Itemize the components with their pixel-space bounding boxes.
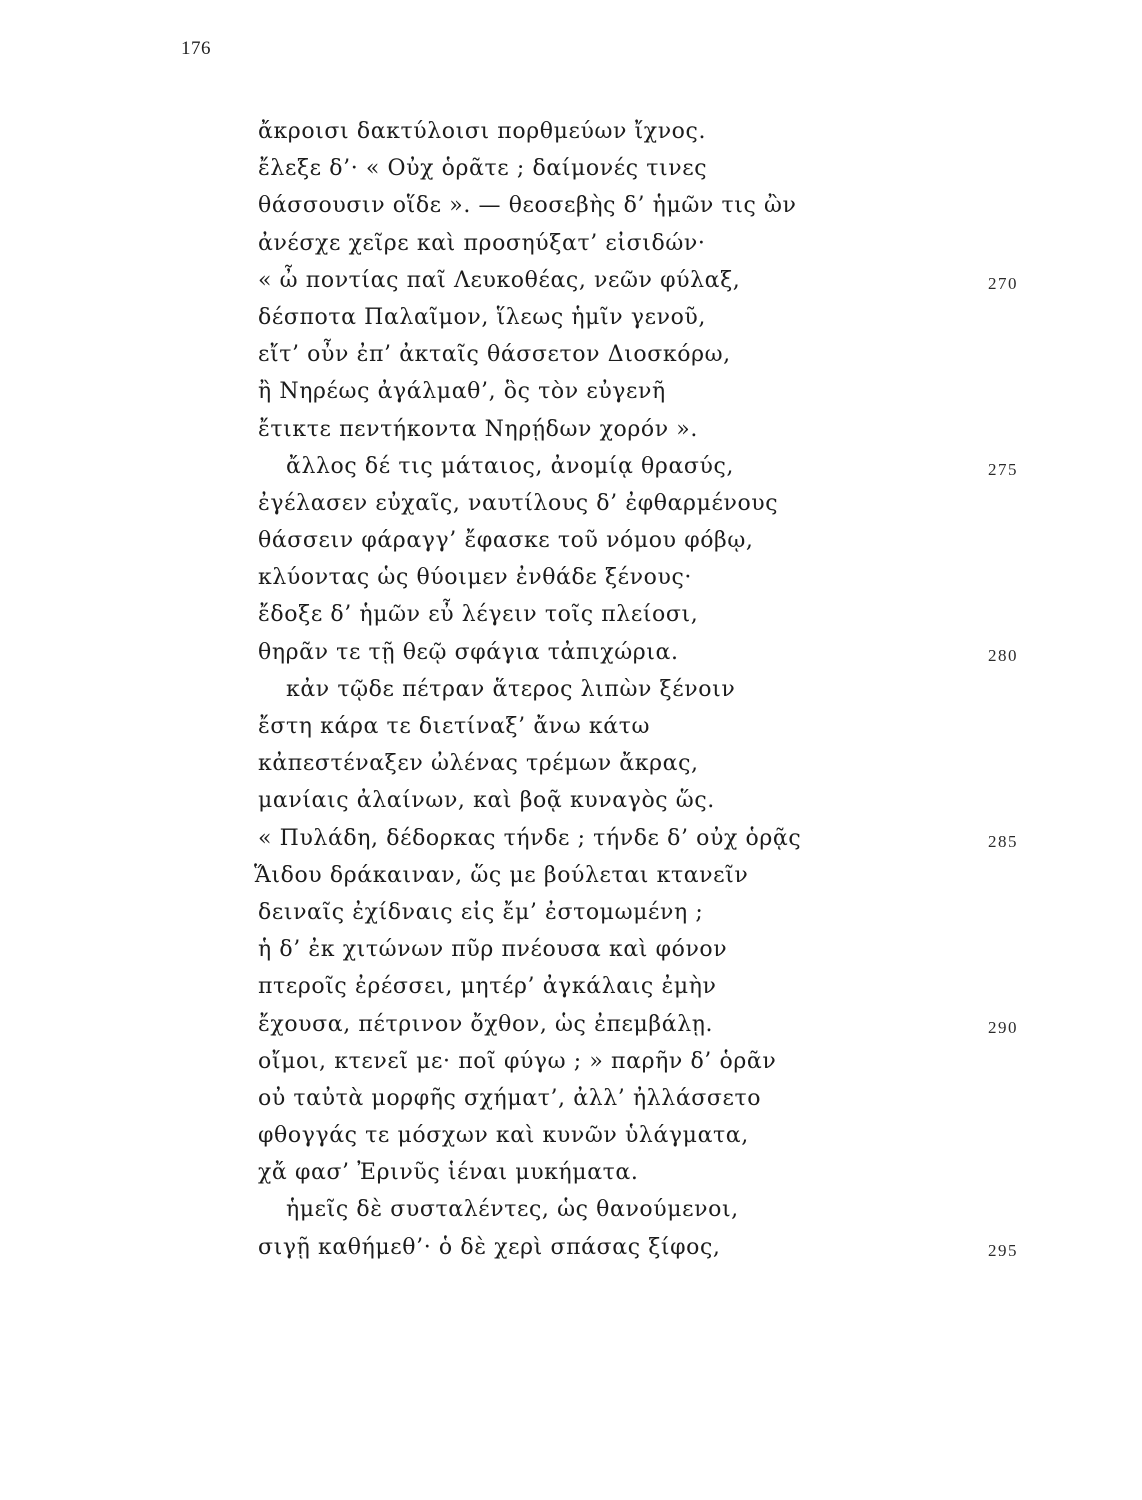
verse-line — [0, 1154, 1142, 1191]
verse-text: κλύοντας ὡς θύοιμεν ἐνθάδε ξένους· — [258, 565, 692, 591]
verse-text: ἔχουσα, πέτρινον ὄχθον, ὡς ἐπεμβάλῃ. — [258, 1011, 714, 1037]
verse-text: χἄ φασ’ Ἐρινῦς ἱέναι μυκήματα. — [258, 1160, 639, 1186]
verse-text: ἔτικτε πεντήκοντα Νηρῄδων χορόν ». — [258, 416, 698, 442]
verse-line — [0, 336, 1142, 373]
verse-line — [0, 1117, 1142, 1154]
verse-text: σιγῇ καθήμεθ’· ὁ δὲ χερὶ σπάσας ξίφος, — [258, 1234, 721, 1260]
verse-text: ἀνέσχε χεῖρε καὶ προσηύξατ’ εἰσιδών· — [258, 230, 706, 256]
line-number: 270 — [988, 273, 1018, 293]
verse-line — [0, 559, 1142, 596]
verse-line — [0, 150, 1142, 187]
verse-line — [0, 1006, 1142, 1043]
verse-text: ἡ δ’ ἐκ χιτώνων πῦρ πνέουσα καὶ φόνον — [258, 937, 728, 963]
verse-text: Ἅιδου δράκαιναν, ὥς με βούλεται κτανεῖν — [254, 862, 749, 888]
verse-line — [0, 1043, 1142, 1080]
line-number: 275 — [988, 459, 1018, 479]
verse-text: θάσσουσιν οἵδε ». — θεοσεβὴς δ’ ἡμῶν τις ὢν — [258, 193, 797, 219]
verse-line — [0, 671, 1142, 708]
verse-text: πτεροῖς ἐρέσσει, μητέρ’ ἀγκάλαις ἐμὴν — [258, 974, 717, 1000]
verse-line — [0, 1080, 1142, 1117]
verse-line — [0, 894, 1142, 931]
verse-text: « ὦ ποντίας παῖ Λευκοθέας, νεῶν φύλαξ, — [258, 267, 741, 293]
verse-line — [0, 373, 1142, 410]
verse-line — [0, 113, 1142, 150]
verse-text: κἀν τῷδε πέτραν ἅτερος λιπὼν ξένοιν — [286, 676, 736, 702]
verse-text: οἴμοι, κτενεῖ με· ποῖ φύγω ; » παρῆν δ’ ὁρᾶν — [258, 1048, 777, 1074]
page-number: 176 — [181, 38, 211, 59]
verse-text: μανίαις ἀλαίνων, καὶ βοᾷ κυναγὸς ὥς. — [258, 788, 715, 814]
verse-line — [0, 1229, 1142, 1266]
verse-line — [0, 596, 1142, 633]
verse-line — [0, 931, 1142, 968]
line-number: 285 — [988, 831, 1018, 851]
verse-line — [0, 225, 1142, 262]
verse-text: ἄκροισι δακτύλοισι πορθμεύων ἴχνος. — [258, 119, 707, 144]
verse-line — [0, 411, 1142, 448]
verse-line — [0, 262, 1142, 299]
verse-text: ἡμεῖς δὲ συσταλέντες, ὡς θανούμενοι, — [286, 1197, 739, 1223]
verse-text: ἔδοξε δ’ ἡμῶν εὖ λέγειν τοῖς πλείοσι, — [258, 602, 699, 628]
verse-text: ἄλλος δέ τις μάταιος, ἀνομίᾳ θρασύς, — [286, 453, 735, 479]
verse-line — [0, 968, 1142, 1005]
verse-line — [0, 1191, 1142, 1228]
verse-line — [0, 708, 1142, 745]
verse-text: ἢ Νηρέως ἀγάλμαθ’, ὃς τὸν εὐγενῆ — [258, 379, 666, 405]
line-number: 290 — [988, 1017, 1018, 1037]
verse-line — [0, 299, 1142, 336]
verse-text: « Πυλάδη, δέδορκας τήνδε ; τήνδε δ’ οὐχ ὁρᾷς — [258, 825, 802, 851]
verse-text: κἀπεστέναξεν ὠλένας τρέμων ἄκρας, — [258, 751, 699, 777]
verse-text: ἔστη κάρα τε διετίναξ’ ἄνω κάτω — [258, 714, 650, 739]
verse-line — [0, 857, 1142, 894]
verse-line — [0, 634, 1142, 671]
verse-line — [0, 187, 1142, 224]
verse-text: οὐ ταὐτὰ μορφῆς σχήματ’, ἀλλ’ ἠλλάσσετο — [258, 1085, 762, 1111]
verse-text: εἴτ’ οὖν ἐπ’ ἀκταῖς θάσσετον Διοσκόρω, — [258, 342, 731, 368]
verse-text: ἐγέλασεν εὐχαῖς, ναυτίλους δ’ ἐφθαρμένους — [258, 490, 779, 516]
verse-text: φθογγάς τε μόσχων καὶ κυνῶν ὑλάγματα, — [258, 1123, 749, 1149]
verse-line — [0, 485, 1142, 522]
verse-text: θηρᾶν τε τῇ θεῷ σφάγια τἀπιχώρια. — [258, 639, 679, 665]
verse-line — [0, 745, 1142, 782]
line-number: 295 — [988, 1240, 1018, 1260]
line-number: 280 — [988, 645, 1018, 665]
verse-line — [0, 448, 1142, 485]
verse-line — [0, 522, 1142, 559]
verse-line — [0, 820, 1142, 857]
verse-line — [0, 782, 1142, 819]
verse-text: θάσσειν φάραγγ’ ἔφασκε τοῦ νόμου φόβῳ, — [258, 528, 754, 554]
verse-text: δέσποτα Παλαῖμον, ἵλεως ἡμῖν γενοῦ, — [258, 304, 706, 330]
verse-block — [0, 113, 1142, 1266]
verse-text: δειναῖς ἐχίδναις εἰς ἔμ’ ἐστομωμένη ; — [258, 899, 704, 925]
verse-text: ἔλεξε δ’· « Οὐχ ὁρᾶτε ; δαίμονές τινες — [258, 156, 708, 182]
